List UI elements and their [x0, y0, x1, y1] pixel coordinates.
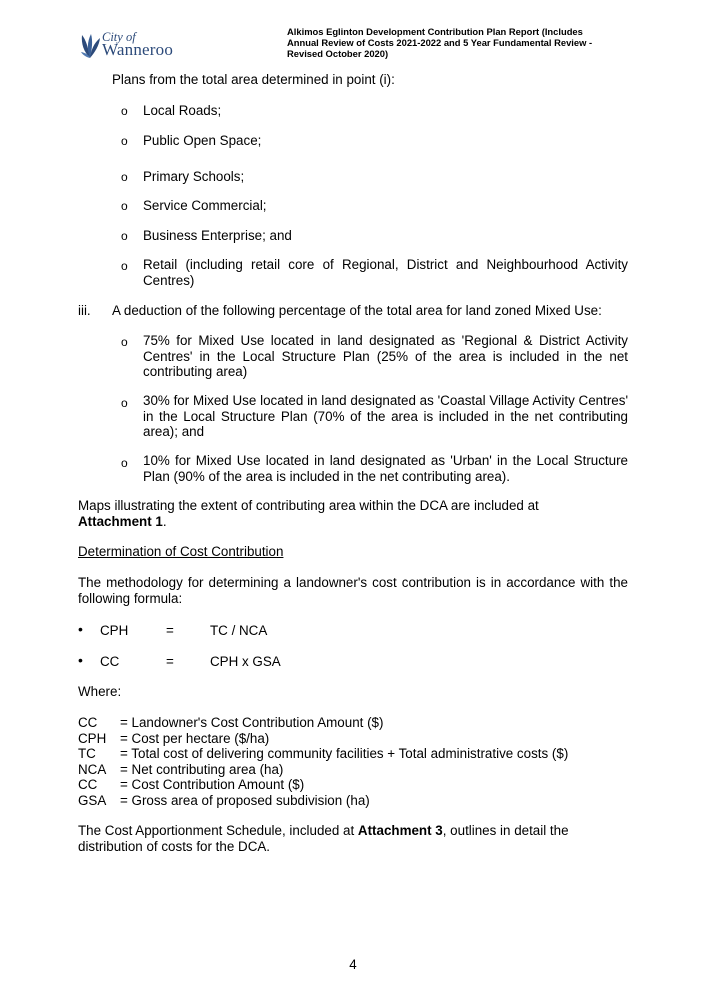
definition-row	[78, 715, 383, 731]
list-item: Local Roads;	[143, 103, 222, 118]
city-logo	[78, 30, 188, 64]
logo-line2: Wanneroo	[102, 40, 174, 59]
definition-desc: = Net contributing area (ha)	[120, 762, 284, 777]
formula-rhs: TC / NCA	[210, 623, 268, 638]
attachment-ref: Attachment 3	[357, 823, 443, 838]
leaf-emblem-icon	[78, 32, 102, 60]
definition-abbr: TC	[78, 746, 96, 761]
maps-end: .	[162, 513, 167, 529]
formula-eq: =	[166, 623, 174, 638]
bullet-icon: o	[121, 134, 128, 148]
maps-text: Maps illustrating the extent of contributing area within the DCA are included at	[78, 498, 539, 513]
formula-lhs: CC	[100, 654, 120, 669]
page-number: 4	[349, 957, 357, 972]
bullet-icon: o	[121, 456, 128, 470]
intro-line: Plans from the total area determined in point (i):	[112, 72, 395, 87]
list-item: 10% for Mixed Use located in land designated as 'Urban' in the Local Structure Plan (90% of the area is included in the net contributing area).	[143, 453, 628, 484]
closing-paragraph	[78, 823, 628, 854]
definition-abbr: CPH	[78, 731, 107, 746]
document-header	[287, 26, 657, 59]
list-item: Retail (including retail core of Regional, District and Neighbourhood Activity Centres)	[143, 257, 628, 288]
bullet-icon: o	[121, 396, 128, 410]
closing-pre: The Cost Apportionment Schedule, included at	[78, 823, 355, 838]
where-label: Where:	[78, 684, 122, 699]
formula-eq: =	[166, 654, 174, 669]
definition-desc: = Cost per hectare ($/ha)	[120, 731, 270, 746]
logo-line1: City of	[102, 30, 136, 44]
header-line3: Revised October 2020)	[287, 48, 389, 59]
definition-row	[78, 731, 269, 747]
formula-rhs: CPH x GSA	[210, 654, 281, 669]
definition-desc: = Total cost of delivering community facilities + Total administrative costs ($)	[120, 746, 569, 761]
definition-row	[78, 793, 370, 809]
definition-abbr: NCA	[78, 762, 107, 777]
maps-paragraph	[78, 498, 628, 529]
section-heading-text: Determination of Cost Contribution	[78, 544, 284, 559]
list-item: 75% for Mixed Use located in land designated as 'Regional & District Activity Centres' in the Local Structure Plan (25% of the area is included in the net contributing area)	[143, 333, 628, 379]
header-line2: Annual Review of Costs 2021-2022 and 5 Year Fundamental Review -	[287, 37, 593, 48]
attachment-ref: Attachment 1	[78, 513, 163, 529]
definition-row	[78, 762, 283, 778]
bullet-icon: o	[121, 199, 128, 213]
list-item: Public Open Space;	[143, 133, 262, 148]
item-text: A deduction of the following percentage of the total area for land zoned Mixed Use:	[112, 303, 602, 318]
bullet-icon: o	[121, 229, 128, 243]
definition-abbr: CC	[78, 715, 98, 730]
definition-abbr: CC	[78, 777, 98, 792]
list-item: Service Commercial;	[143, 198, 267, 213]
definition-row	[78, 777, 304, 793]
list-item: Business Enterprise; and	[143, 228, 292, 243]
bullet-dot-icon: •	[78, 621, 83, 637]
item-number: iii.	[78, 303, 91, 318]
definition-abbr: GSA	[78, 793, 107, 808]
definition-desc: = Gross area of proposed subdivision (ha)	[120, 793, 370, 808]
definition-row	[78, 746, 568, 762]
header-line1: Alkimos Eglinton Development Contribution Plan Report (Includes	[287, 26, 583, 37]
definition-desc: = Landowner's Cost Contribution Amount ($)	[120, 715, 384, 730]
method-paragraph: The methodology for determining a landowner's cost contribution is in accordance with the following formula:	[78, 575, 628, 606]
bullet-icon: o	[121, 335, 128, 349]
bullet-icon: o	[121, 170, 128, 184]
section-heading	[78, 544, 283, 560]
list-item: 30% for Mixed Use located in land designated as 'Coastal Village Activity Centres' in the Local Structure Plan (70% of the area is included in the net contributing area); and	[143, 393, 628, 439]
formula-lhs: CPH	[100, 623, 129, 638]
bullet-icon: o	[121, 259, 128, 273]
closing-post: , outlines in detail the distribution of costs for the DCA.	[78, 823, 569, 854]
bullet-dot-icon: •	[78, 652, 83, 668]
list-item: Primary Schools;	[143, 169, 245, 184]
definition-desc: = Cost Contribution Amount ($)	[120, 777, 305, 792]
bullet-icon: o	[121, 104, 128, 118]
